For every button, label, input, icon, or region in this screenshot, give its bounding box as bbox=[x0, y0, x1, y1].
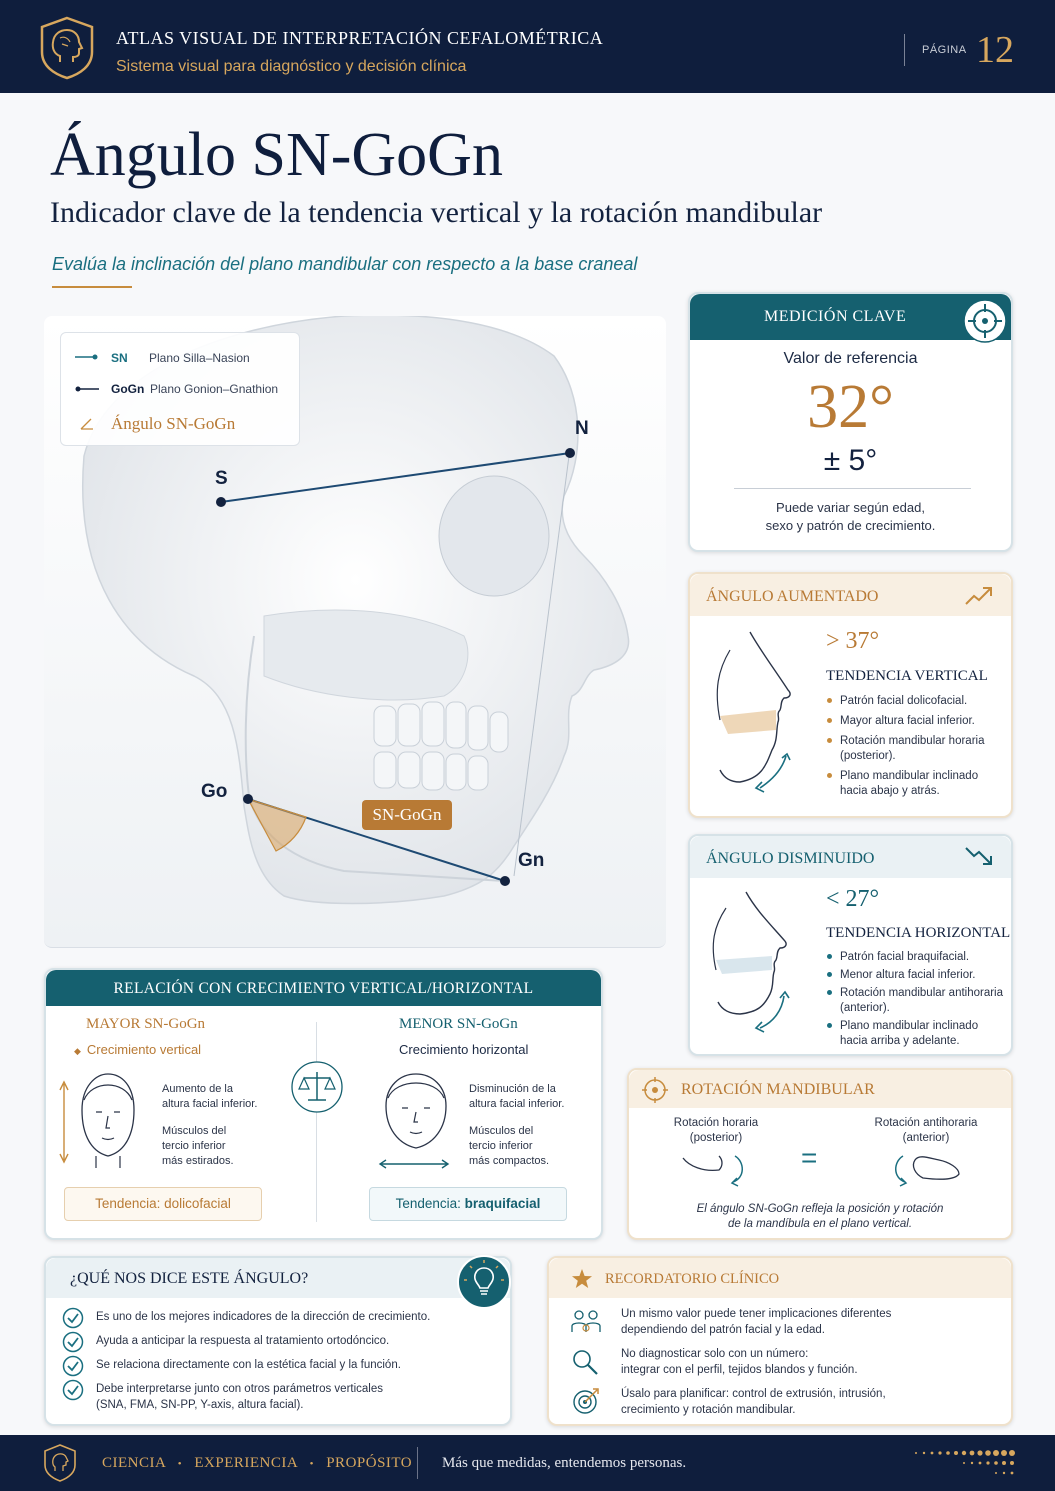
growth-relation-card bbox=[44, 968, 603, 1240]
decreased-threshold: < 27° bbox=[826, 886, 880, 912]
people-icon bbox=[569, 1308, 603, 1334]
face-horizontal-icon bbox=[376, 1070, 456, 1170]
list-item: Plano mandibular inclinado hacia arriba y adelante. bbox=[827, 1019, 1007, 1049]
list-item: Rotación mandibular antihoraria (anterior). bbox=[827, 986, 1007, 1016]
increased-title: ÁNGULO AUMENTADO bbox=[706, 588, 879, 605]
sn-line-icon bbox=[75, 353, 99, 361]
decreased-tendency: TENDENCIA HORIZONTAL bbox=[826, 925, 1011, 941]
rotation-right-label: Rotación antihoraria (anterior) bbox=[874, 1117, 978, 1144]
list-item: Menor altura facial inferior. bbox=[827, 968, 1007, 983]
rotation-header bbox=[629, 1070, 1011, 1108]
label-n: N bbox=[575, 418, 589, 439]
footer-tagline: Más que medidas, entendemos personas. bbox=[442, 1455, 687, 1471]
magnifier-icon bbox=[571, 1348, 599, 1376]
bullet-dot bbox=[827, 990, 832, 995]
decreased-bullet-list bbox=[827, 950, 1007, 1049]
list-item: Debe interpretarse junto con otros parámetros verticales (SNA, FMA, SN-PP, Y-axis, altura facial). bbox=[62, 1378, 502, 1414]
list-item: Mayor altura facial inferior. bbox=[827, 714, 1007, 729]
page-label: PÁGINA bbox=[922, 44, 967, 56]
label-gn: Gn bbox=[518, 850, 545, 871]
key-measure-card bbox=[688, 292, 1013, 552]
relation-right-title: MENOR SN-GoGn bbox=[399, 1016, 518, 1032]
check-icon bbox=[62, 1307, 84, 1329]
page-number: 12 bbox=[976, 29, 1014, 71]
page-description: Evalúa la inclinación del plano mandibular con respecto a la base craneal bbox=[52, 254, 638, 274]
rotation-target-icon bbox=[641, 1076, 669, 1104]
relation-title: RELACIÓN CON CRECIMIENTO VERTICAL/HORIZONTAL bbox=[113, 980, 534, 997]
counterclockwise-jaw-icon bbox=[879, 1150, 969, 1190]
scale-icon bbox=[290, 1060, 344, 1114]
title-underline bbox=[52, 286, 132, 288]
reminder-item-3: Úsalo para planificar: control de extrusión, intrusión, crecimiento y rotación mandibular. bbox=[621, 1388, 886, 1416]
list-item: Patrón facial braquifacial. bbox=[827, 950, 1007, 965]
rotation-note: El ángulo SN-GoGn refleja la posición y rotación de la mandíbula en el plano vertical. bbox=[696, 1203, 944, 1230]
relation-left-text1: Aumento de la altura facial inferior. bbox=[162, 1083, 258, 1110]
legend-sn-label: Plano Silla–Nasion bbox=[149, 351, 250, 365]
legend-gogn-abbr: GoGn bbox=[111, 382, 145, 396]
increased-bullet-list bbox=[827, 694, 1007, 799]
list-item: Es uno de los mejores indicadores de la dirección de crecimiento. bbox=[62, 1306, 502, 1330]
tendency-braquifacial-badge: Tendencia: braquifacial bbox=[369, 1187, 567, 1221]
reference-label: Valor de referencia bbox=[783, 350, 918, 367]
clockwise-jaw-icon bbox=[679, 1150, 759, 1190]
target-arrow-icon bbox=[571, 1386, 601, 1416]
reference-value: 32° bbox=[807, 373, 894, 441]
rotation-left-label: Rotación horaria (posterior) bbox=[673, 1117, 759, 1144]
horizontal-profile-illustration bbox=[700, 890, 810, 1040]
rotation-equals: = bbox=[801, 1142, 818, 1173]
list-item: Ayuda a anticipar la respuesta al tratamiento ortodóncico. bbox=[62, 1330, 502, 1354]
angle-meaning-card bbox=[44, 1256, 512, 1426]
increased-threshold: > 37° bbox=[826, 628, 880, 654]
relation-left-subtitle: ◆ Crecimiento vertical bbox=[74, 1042, 202, 1057]
key-measure-divider bbox=[734, 488, 971, 489]
diamond-icon: ◆ bbox=[74, 1046, 81, 1056]
reference-tolerance: ± 5° bbox=[823, 444, 878, 477]
relation-left-title: MAYOR SN-GoGn bbox=[86, 1016, 206, 1032]
decreased-angle-card bbox=[688, 834, 1013, 1056]
reminder-title: RECORDATORIO CLÍNICO bbox=[605, 1271, 780, 1287]
point-n bbox=[565, 448, 575, 458]
relation-right-text2: Músculos del tercio inferior más compactos. bbox=[469, 1125, 550, 1167]
legend-sn-abbr: SN bbox=[111, 351, 128, 365]
lightbulb-icon bbox=[456, 1254, 512, 1310]
key-measure-note-1: Puede variar según edad, bbox=[776, 500, 925, 515]
bullet-dot bbox=[827, 738, 832, 743]
reminder-item-1: Un mismo valor puede tener implicaciones diferentes dependiendo del patrón facial y la edad. bbox=[621, 1308, 892, 1336]
legend-angle-label: Ángulo SN-GoGn bbox=[111, 414, 236, 433]
trend-up-icon bbox=[964, 584, 994, 606]
list-item: Se relaciona directamente con la estética facial y la función. bbox=[62, 1354, 502, 1378]
target-icon bbox=[962, 298, 1008, 344]
legend-gogn-label: Plano Gonion–Gnathion bbox=[150, 382, 279, 396]
angle-tag: SN-GoGn bbox=[362, 800, 452, 830]
bullet-dot bbox=[827, 718, 832, 723]
vertical-profile-illustration bbox=[700, 630, 810, 800]
check-icon bbox=[62, 1379, 84, 1401]
relation-left-text2: Músculos del tercio inferior más estirados. bbox=[162, 1125, 234, 1167]
profile-head-icon bbox=[38, 16, 96, 80]
mandibular-rotation-card bbox=[627, 1068, 1013, 1240]
bullet-dot bbox=[827, 698, 832, 703]
meaning-header bbox=[46, 1258, 510, 1298]
bullet-dot bbox=[827, 1023, 832, 1028]
list-item: Plano mandibular inclinado hacia abajo y atrás. bbox=[827, 769, 1007, 799]
increased-header bbox=[690, 574, 1011, 616]
decreased-header bbox=[690, 836, 1011, 878]
tendency-dolicofacial-badge: Tendencia: dolicofacial bbox=[64, 1187, 262, 1221]
bullet-dot bbox=[827, 773, 832, 778]
key-measure-title: MEDICIÓN CLAVE bbox=[764, 308, 907, 325]
increased-angle-card bbox=[688, 572, 1013, 818]
list-item: Rotación mandibular horaria (posterior). bbox=[827, 734, 1007, 764]
label-s: S bbox=[215, 468, 228, 489]
page-header bbox=[0, 0, 1055, 93]
gogn-line-icon bbox=[75, 385, 99, 393]
footer-values: CIENCIA • EXPERIENCIA • PROPÓSITO bbox=[102, 1455, 413, 1471]
bullet-dot bbox=[827, 972, 832, 977]
key-measure-note-2: sexo y patrón de crecimiento. bbox=[765, 518, 936, 533]
page-title: Ángulo SN-GoGn bbox=[50, 121, 503, 189]
star-icon bbox=[571, 1268, 593, 1290]
meaning-list bbox=[62, 1306, 502, 1414]
reminder-header bbox=[549, 1258, 1011, 1298]
page-footer bbox=[0, 1435, 1055, 1491]
reminder-item-2: No diagnosticar solo con un número: integrar con el perfil, tejidos blandos y función. bbox=[621, 1348, 858, 1376]
trend-down-icon bbox=[964, 846, 994, 868]
face-vertical-icon bbox=[56, 1070, 146, 1170]
point-s bbox=[216, 497, 226, 507]
check-icon bbox=[62, 1355, 84, 1377]
angle-icon bbox=[79, 417, 95, 431]
relation-right-text1: Disminución de la altura facial inferior. bbox=[469, 1083, 565, 1110]
relation-header bbox=[46, 970, 601, 1006]
decreased-title: ÁNGULO DISMINUIDO bbox=[706, 850, 875, 867]
rotation-title: ROTACIÓN MANDIBULAR bbox=[681, 1081, 875, 1098]
relation-divider bbox=[316, 1022, 317, 1222]
page-subtitle: Indicador clave de la tendencia vertical y la rotación mandibular bbox=[50, 196, 823, 229]
list-item: Patrón facial dolicofacial. bbox=[827, 694, 1007, 709]
legend-box bbox=[60, 332, 300, 446]
bullet-dot bbox=[827, 954, 832, 959]
label-go: Go bbox=[201, 781, 228, 802]
header-subtitle: Sistema visual para diagnóstico y decisión clínica bbox=[116, 58, 467, 75]
increased-tendency: TENDENCIA VERTICAL bbox=[826, 668, 988, 684]
footer-dots-decoration bbox=[908, 1449, 1018, 1477]
check-icon bbox=[62, 1331, 84, 1353]
footer-divider bbox=[417, 1447, 418, 1479]
footer-logo-icon bbox=[42, 1443, 78, 1483]
clinical-reminder-card bbox=[547, 1256, 1013, 1426]
point-gn bbox=[500, 876, 510, 886]
relation-right-subtitle: Crecimiento horizontal bbox=[399, 1042, 529, 1057]
header-divider bbox=[904, 34, 905, 66]
header-title: ATLAS VISUAL DE INTERPRETACIÓN CEFALOMÉTRICA bbox=[116, 28, 604, 48]
point-go bbox=[243, 794, 253, 804]
meaning-title: ¿QUÉ NOS DICE ESTE ÁNGULO? bbox=[70, 1270, 309, 1287]
